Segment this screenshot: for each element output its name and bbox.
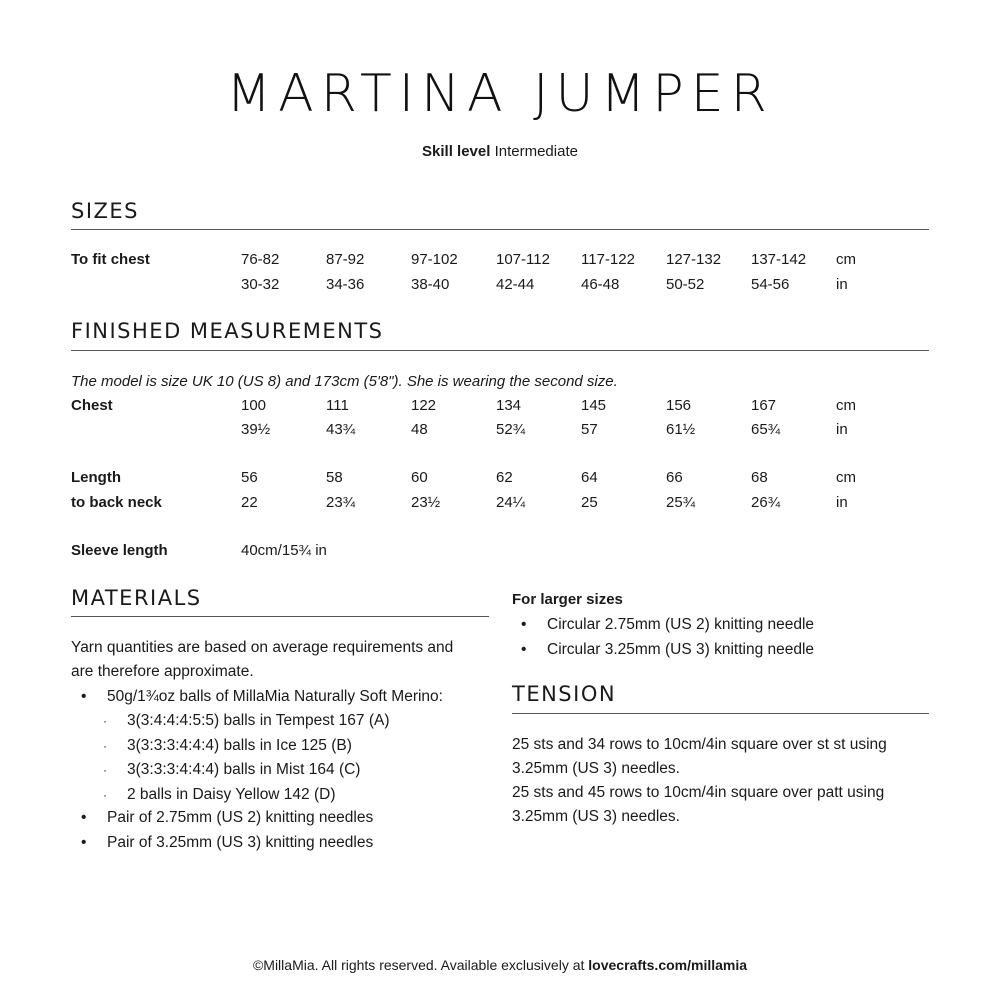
chest-in-2: 43¾ <box>326 421 356 438</box>
chest-in-5: 57 <box>581 421 598 438</box>
length-label: Length <box>71 469 121 486</box>
sleeve-length-label: Sleeve length <box>71 542 168 559</box>
tension-line-3: 25 sts and 45 rows to 10cm/4in square over patt using <box>512 784 885 801</box>
materials-divider <box>71 616 489 617</box>
size-cm-2: 87-92 <box>326 251 365 268</box>
length-in-7: 26¾ <box>751 494 781 511</box>
chest-label: Chest <box>71 397 113 414</box>
chest-in-7: 65¾ <box>751 421 781 438</box>
length-in-1: 22 <box>241 494 258 511</box>
sub-bullet-icon: · <box>103 714 107 728</box>
list-item: · 3(3:3:3:4:4:4) balls in Mist 164 (C) <box>127 758 390 783</box>
length-label-2: to back neck <box>71 494 162 511</box>
chest-in-1: 39½ <box>241 421 271 438</box>
length-cm-5: 64 <box>581 469 598 486</box>
bullet-icon: • <box>81 833 87 851</box>
skill-level <box>0 142 1000 162</box>
chest-cm-3: 122 <box>411 397 437 414</box>
finished-measurements-heading: FINISHED MEASUREMENTS <box>71 319 384 343</box>
length-cm-1: 56 <box>241 469 258 486</box>
skill-level-label: Skill level <box>422 143 491 160</box>
sub-bullet-icon: · <box>103 787 107 802</box>
length-cm-4: 62 <box>496 469 513 486</box>
colour-list <box>103 709 390 807</box>
size-in-unit: in <box>836 276 848 293</box>
list-item: · 2 balls in Daisy Yellow 142 (D) <box>127 783 390 808</box>
tension-line-1: 25 sts and 34 rows to 10cm/4in square over st st using <box>512 736 887 753</box>
tension-divider <box>512 713 929 714</box>
size-cm-6: 127-132 <box>666 251 722 268</box>
size-in-2: 34-36 <box>326 276 365 293</box>
materials-intro-line2: are therefore approximate. <box>71 663 254 680</box>
tension-heading: TENSION <box>512 682 617 706</box>
tension-line-4: 3.25mm (US 3) needles. <box>512 808 680 825</box>
footer-link[interactable]: lovecrafts.com/millamia <box>588 957 748 973</box>
size-cm-unit: cm <box>836 251 856 268</box>
bullet-icon: • <box>521 616 527 633</box>
length-cm-2: 58 <box>326 469 343 486</box>
chest-cm-2: 111 <box>326 397 349 414</box>
chest-cm-1: 100 <box>241 397 267 414</box>
size-cm-3: 97-102 <box>411 251 458 268</box>
size-cm-7: 137-142 <box>751 251 807 268</box>
length-in-unit: in <box>836 494 848 511</box>
needles-list <box>81 806 374 855</box>
chest-cm-4: 134 <box>496 397 522 414</box>
length-in-6: 25¾ <box>666 494 696 511</box>
list-item: · 3(3:3:3:4:4:4) balls in Ice 125 (B) <box>127 734 390 759</box>
sub-bullet-icon: · <box>103 763 107 777</box>
bullet-icon: • <box>81 809 87 826</box>
length-in-3: 23½ <box>411 494 441 511</box>
list-item: • Pair of 2.75mm (US 2) knitting needles <box>107 806 373 831</box>
chest-in-4: 52¾ <box>496 421 526 438</box>
chest-in-6: 61½ <box>666 421 696 438</box>
length-cm-unit: cm <box>836 469 856 486</box>
sizes-heading: SIZES <box>71 199 140 223</box>
larger-sizes-list <box>521 613 815 662</box>
yarn-list <box>81 685 443 710</box>
size-cm-1: 76-82 <box>241 251 280 268</box>
length-cm-7: 68 <box>751 469 768 486</box>
copyright-text: ©MillaMia. All rights reserved. Available exclusively at <box>252 957 589 973</box>
page-title: MARTINA JUMPER <box>226 64 774 124</box>
footer <box>0 955 1000 975</box>
chest-in-3: 48 <box>411 421 428 438</box>
finished-divider <box>71 350 929 351</box>
materials-intro-line1: Yarn quantities are based on average requirements and <box>71 639 454 656</box>
length-in-2: 23¾ <box>326 494 356 511</box>
bullet-icon: • <box>81 688 87 705</box>
to-fit-chest-label: To fit chest <box>71 251 150 268</box>
list-item: · 3(3:4:4:4:5:5) balls in Tempest 167 (A) <box>127 709 390 734</box>
materials-heading: MATERIALS <box>71 586 202 610</box>
chest-cm-unit: cm <box>836 397 856 414</box>
skill-level-value: Intermediate <box>494 143 578 160</box>
size-in-6: 50-52 <box>666 276 705 293</box>
size-in-4: 42-44 <box>496 276 535 293</box>
list-item: • Circular 3.25mm (US 3) knitting needle <box>547 638 814 663</box>
chest-in-unit: in <box>836 421 848 438</box>
list-item: • 50g/1¾oz balls of MillaMia Naturally Soft Merino: <box>107 685 443 710</box>
length-cm-6: 66 <box>666 469 683 486</box>
chest-cm-7: 167 <box>751 397 777 414</box>
size-in-5: 46-48 <box>581 276 620 293</box>
larger-sizes-heading: For larger sizes <box>512 591 623 608</box>
sleeve-length-value: 40cm/15¾ in <box>241 542 327 559</box>
length-in-4: 24¼ <box>496 494 526 511</box>
model-note: The model is size UK 10 (US 8) and 173cm (5'8"). She is wearing the second size. <box>71 373 618 390</box>
size-cm-5: 117-122 <box>581 251 635 268</box>
sub-bullet-icon: · <box>103 738 107 753</box>
size-in-3: 38-40 <box>411 276 450 293</box>
size-in-7: 54-56 <box>751 276 790 293</box>
size-in-1: 30-32 <box>241 276 280 293</box>
length-in-5: 25 <box>581 494 598 511</box>
tension-line-2: 3.25mm (US 3) needles. <box>512 760 680 777</box>
chest-cm-6: 156 <box>666 397 692 414</box>
list-item: • Circular 2.75mm (US 2) knitting needle <box>547 613 814 638</box>
length-cm-3: 60 <box>411 469 428 486</box>
bullet-icon: • <box>521 640 527 658</box>
chest-cm-5: 145 <box>581 397 607 414</box>
list-item: • Pair of 3.25mm (US 3) knitting needles <box>107 831 373 856</box>
size-cm-4: 107-112 <box>496 251 550 268</box>
sizes-divider <box>71 229 929 230</box>
